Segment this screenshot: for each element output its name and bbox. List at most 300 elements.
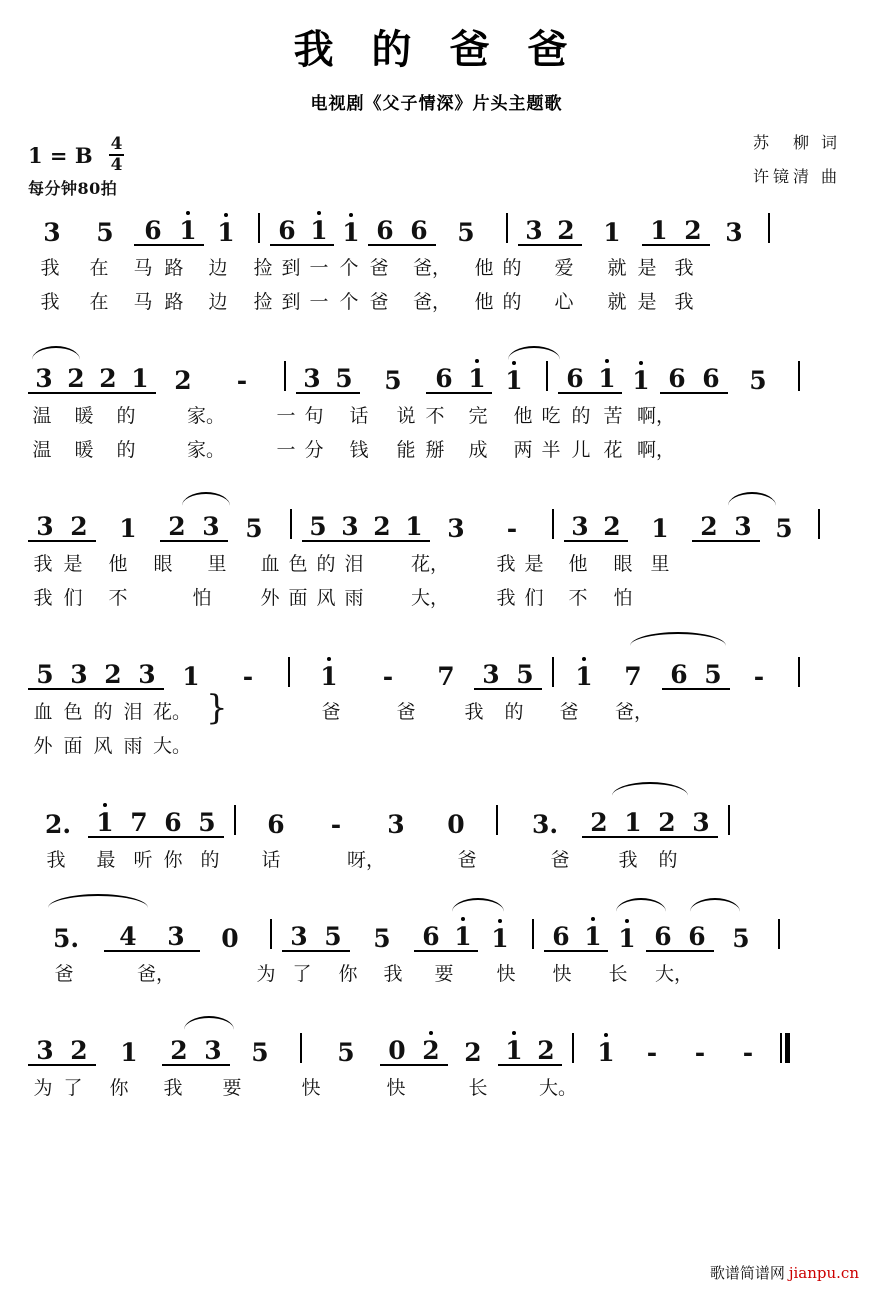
note: 1 — [564, 664, 604, 690]
lyric-syllable: 的 — [116, 404, 136, 427]
note: 3 — [387, 809, 405, 839]
note: 1 — [592, 366, 622, 394]
note: 3 — [684, 810, 718, 838]
lyric-syllable: 了 — [292, 962, 312, 985]
note-row — [28, 646, 845, 690]
note: 1 — [462, 366, 492, 394]
music-system-5 — [28, 788, 845, 872]
note: 6 — [646, 924, 680, 952]
lyric-syllable: 爸， — [412, 256, 451, 279]
note: 1 — [398, 514, 430, 542]
note: 5 — [302, 514, 334, 542]
lyric-syllable: 捡 — [253, 290, 273, 313]
note: 3 — [196, 1038, 230, 1066]
lyric-syllable: 快 — [386, 1076, 406, 1099]
lyric-syllable: 快 — [301, 1076, 321, 1099]
note-row — [28, 1022, 845, 1066]
lyric-syllable: 花。 — [152, 700, 191, 723]
lyric-syllable: 个 — [339, 256, 359, 279]
composer-line — [753, 160, 837, 194]
lyric-syllable: 到 — [281, 290, 301, 313]
time-signature-denominator: 4 — [110, 155, 123, 175]
note: 2 — [160, 514, 194, 542]
note: 5. — [52, 923, 80, 953]
note: 3 — [474, 662, 508, 690]
note: 2 — [92, 366, 124, 394]
note: 5 — [96, 217, 114, 247]
note: - — [694, 1037, 706, 1067]
lyric-syllable: 爸 — [396, 700, 416, 723]
barline — [572, 1033, 574, 1063]
note: 3 — [28, 1038, 62, 1066]
note: 5 — [384, 365, 402, 395]
note: 6 — [662, 662, 696, 690]
lyric-syllable: 啊， — [636, 404, 675, 427]
note: 1 — [608, 926, 646, 952]
lyrics-line-1 — [28, 844, 845, 872]
lyric-syllable: 他 — [474, 290, 494, 313]
lyric-syllable: 的 — [116, 438, 136, 461]
note: 1 — [584, 1040, 628, 1066]
lyric-syllable: 泪 — [344, 552, 364, 575]
lyric-syllable: 说 — [396, 404, 416, 427]
note: 2 — [62, 514, 96, 542]
lyric-syllable: 为 — [256, 962, 276, 985]
lyric-syllable: 的 — [571, 404, 591, 427]
note: 2 — [530, 1038, 562, 1066]
note: 5 — [316, 924, 350, 952]
note: 1 — [204, 220, 248, 246]
note: 3 — [564, 514, 596, 542]
lyric-syllable: 花 — [603, 438, 623, 461]
tempo-marking: 每分钟80拍 — [28, 179, 118, 198]
slur — [32, 346, 80, 360]
lyric-syllable: 长 — [468, 1076, 488, 1099]
lyric-syllable: 面 — [288, 586, 308, 609]
lyric-syllable: 你 — [109, 1076, 129, 1099]
lyric-syllable: 爸 — [54, 962, 74, 985]
lyric-syllable: 他 — [568, 552, 588, 575]
lyric-syllable: 是 — [63, 552, 83, 575]
page-subtitle: 电视剧《父子情深》片头主题歌 — [310, 94, 563, 114]
lyric-syllable: 里 — [207, 552, 227, 575]
lyric-syllable: 你 — [338, 962, 358, 985]
lyric-syllable: 是 — [524, 552, 544, 575]
lyric-syllable: 的 — [658, 848, 678, 871]
lyric-syllable: 爸， — [136, 962, 175, 985]
note: 3 — [447, 513, 465, 543]
lyric-syllable: 成 — [468, 438, 488, 461]
composer-name: 许镜清 — [752, 166, 813, 186]
barline — [300, 1033, 302, 1063]
note: 1 — [182, 661, 200, 691]
lyric-syllable: 爸 — [369, 290, 389, 313]
lyric-syllable: 我 — [33, 586, 53, 609]
final-barline — [780, 1033, 790, 1066]
site-url: jianpu.cn — [788, 1264, 859, 1282]
note: - — [242, 661, 254, 691]
lyric-syllable: 外 — [260, 586, 280, 609]
lyric-syllable: 雨 — [344, 586, 364, 609]
lyric-syllable: 面 — [63, 734, 83, 757]
lyric-syllable: 快 — [496, 962, 516, 985]
note-row — [28, 794, 845, 838]
note: 6 — [267, 809, 285, 839]
barline — [496, 805, 498, 835]
barline — [532, 919, 534, 949]
note: 2 — [366, 514, 398, 542]
lyric-syllable: 最 — [96, 848, 116, 871]
lyric-syllable: 捡 — [253, 256, 273, 279]
watermark-footer — [710, 1262, 859, 1283]
lyric-syllable: 我 — [618, 848, 638, 871]
site-name-cn: 歌谱简谱网 — [709, 1264, 785, 1282]
lyric-syllable: 长 — [608, 962, 628, 985]
barline — [818, 509, 820, 539]
note: 5 — [337, 1037, 355, 1067]
lyric-syllable: 为 — [33, 1076, 53, 1099]
note: 2 — [582, 810, 616, 838]
lyric-syllable: 爸 — [550, 848, 570, 871]
lyric-syllable: 个 — [339, 290, 359, 313]
note: 6 — [680, 924, 714, 952]
lyric-syllable: 一 — [276, 404, 296, 427]
note: 2 — [692, 514, 726, 542]
lyric-syllable: 快 — [552, 962, 572, 985]
note: 3 — [152, 924, 200, 952]
note-row — [28, 498, 845, 542]
lyric-syllable: 儿 — [571, 438, 591, 461]
lyric-syllable: 一 — [309, 256, 329, 279]
note: 2 — [162, 1038, 196, 1066]
note: 3 — [296, 366, 328, 394]
lyric-syllable: 爱 — [554, 256, 574, 279]
lyric-syllable: 暖 — [74, 438, 94, 461]
lyric-syllable: 他 — [108, 552, 128, 575]
note: - — [236, 365, 248, 395]
barline — [506, 213, 508, 243]
note: 1 — [498, 1038, 530, 1066]
lyrics-line-1 — [28, 958, 845, 986]
lyric-syllable: 的 — [93, 700, 113, 723]
lyric-syllable: 苦 — [603, 404, 623, 427]
note: 3 — [334, 514, 366, 542]
lyric-syllable: 在 — [89, 256, 109, 279]
note: 4 — [104, 924, 152, 952]
note: 1 — [622, 368, 660, 394]
lyric-syllable: 我 — [383, 962, 403, 985]
note: 5 — [775, 513, 793, 543]
note: 1 — [616, 810, 650, 838]
note: 2 — [676, 218, 710, 246]
lyric-syllable: 就 — [607, 256, 627, 279]
lyric-syllable: 爸 — [457, 848, 477, 871]
lyric-syllable: 色 — [63, 700, 83, 723]
note: 1 — [478, 926, 522, 952]
music-system-7 — [28, 1016, 845, 1100]
lyric-syllable: 他 — [513, 404, 533, 427]
barline — [288, 657, 290, 687]
lyric-syllable: 眼 — [153, 552, 173, 575]
lyric-syllable: 外 — [33, 734, 53, 757]
note: 1 — [172, 218, 204, 246]
note: - — [646, 1037, 658, 1067]
note: 1 — [642, 218, 676, 246]
lyric-syllable: 钱 — [349, 438, 369, 461]
note: 2 — [464, 1037, 482, 1067]
note: 0 — [221, 923, 239, 953]
lyric-syllable: 的 — [504, 700, 524, 723]
barline — [290, 509, 292, 539]
note: 3 — [130, 662, 164, 690]
lyric-syllable: 色 — [288, 552, 308, 575]
slur — [508, 346, 560, 360]
lyric-syllable: 在 — [89, 290, 109, 313]
lyric-syllable: 爸 — [321, 700, 341, 723]
barline — [798, 361, 800, 391]
note: 6 — [414, 924, 448, 952]
credits — [753, 126, 837, 193]
music-system-2 — [28, 344, 845, 462]
lyric-syllable: 怕 — [613, 586, 633, 609]
note: 5 — [732, 923, 750, 953]
note: 1 — [334, 220, 368, 246]
barline — [552, 657, 554, 687]
lyric-syllable: 我 — [46, 848, 66, 871]
note: 2. — [44, 809, 72, 839]
note: 5 — [28, 662, 62, 690]
barline — [768, 213, 770, 243]
time-signature — [109, 136, 125, 174]
lyric-syllable: 一 — [309, 290, 329, 313]
lyric-syllable: 马 — [133, 290, 153, 313]
note: 7 — [624, 661, 642, 691]
note: 3. — [531, 809, 559, 839]
lyric-syllable: 雨 — [123, 734, 143, 757]
lyric-syllable: 就 — [607, 290, 627, 313]
note: 1 — [651, 513, 669, 543]
music-system-3 — [28, 492, 845, 610]
lyric-syllable: 边 — [208, 256, 228, 279]
page-title: 我 的 爸 爸 — [293, 26, 580, 73]
music-system-4 — [28, 640, 845, 758]
lyric-syllable: 我 — [674, 290, 694, 313]
note: - — [382, 661, 394, 691]
music-system-6 — [28, 902, 845, 986]
note: 6 — [544, 924, 578, 952]
lyric-syllable: 的 — [502, 256, 522, 279]
lyric-syllable: 话 — [261, 848, 281, 871]
lyric-syllable: 泪 — [123, 700, 143, 723]
note: 6 — [270, 218, 304, 246]
lyric-syllable: 边 — [208, 290, 228, 313]
music-system-1 — [28, 196, 845, 314]
lyric-syllable: 不 — [108, 586, 128, 609]
note-row — [28, 202, 845, 246]
lyric-syllable: 能 — [396, 438, 416, 461]
lyric-syllable: 我 — [674, 256, 694, 279]
note: 5 — [749, 365, 767, 395]
lyric-syllable: 啊， — [636, 438, 675, 461]
note: 2 — [550, 218, 582, 246]
lyric-syllable: 要 — [434, 962, 454, 985]
note-row — [28, 350, 845, 394]
lyric-syllable: 大， — [654, 962, 693, 985]
note: 1 — [88, 810, 122, 838]
lyric-syllable: 大， — [410, 586, 449, 609]
note: 3 — [43, 217, 61, 247]
note: 3 — [725, 217, 743, 247]
note: 3 — [28, 366, 60, 394]
note: 1 — [120, 1037, 138, 1067]
note: 6 — [368, 218, 402, 246]
note-row — [28, 908, 845, 952]
note: - — [742, 1037, 754, 1067]
lyric-syllable: 风 — [316, 586, 336, 609]
lyric-syllable: 们 — [63, 586, 83, 609]
note: 5 — [373, 923, 391, 953]
barline — [552, 509, 554, 539]
slur — [184, 1016, 234, 1030]
note: 1 — [304, 218, 334, 246]
lyric-syllable: 心 — [554, 290, 574, 313]
lyric-syllable: 我 — [163, 1076, 183, 1099]
note: 6 — [694, 366, 728, 394]
barline — [728, 805, 730, 835]
lyric-syllable: 的 — [316, 552, 336, 575]
lyrics-line-1 — [28, 548, 845, 576]
lyric-syllable: 们 — [524, 586, 544, 609]
lyrics-line-2 — [28, 434, 845, 462]
barline — [270, 919, 272, 949]
lyric-syllable: 句 — [304, 404, 324, 427]
lyric-syllable: 不 — [425, 404, 445, 427]
lyricist-role: 词 — [820, 133, 837, 152]
note: 3 — [28, 514, 62, 542]
lyric-syllable: 暖 — [74, 404, 94, 427]
note: 5 — [190, 810, 224, 838]
lyric-syllable: 家。 — [186, 404, 225, 427]
lyric-syllable: 家。 — [186, 438, 225, 461]
note: 5 — [696, 662, 730, 690]
lyrics-line-2 — [28, 582, 845, 610]
barline — [798, 657, 800, 687]
note: 2 — [62, 1038, 96, 1066]
note: 2 — [174, 365, 192, 395]
lyric-syllable: 半 — [541, 438, 561, 461]
lyric-syllable: 怕 — [192, 586, 212, 609]
lyric-syllable: 的 — [502, 290, 522, 313]
repeat-brace: } — [206, 688, 228, 728]
note: 7 — [437, 661, 455, 691]
note: 7 — [122, 810, 156, 838]
key-label: 1 = B — [28, 142, 93, 168]
lyric-syllable: 不 — [568, 586, 588, 609]
note: 1 — [603, 217, 621, 247]
note: - — [330, 809, 342, 839]
note: 3 — [62, 662, 96, 690]
lyrics-line-1 — [28, 252, 845, 280]
barline — [234, 805, 236, 835]
lyric-syllable: 里 — [650, 552, 670, 575]
barline — [258, 213, 260, 243]
barline — [546, 361, 548, 391]
note: 2 — [96, 662, 130, 690]
lyric-syllable: 血 — [33, 700, 53, 723]
lyric-syllable: 爸， — [614, 700, 653, 723]
note: 6 — [134, 218, 172, 246]
lyric-syllable: 眼 — [613, 552, 633, 575]
lyric-syllable: 爸， — [412, 290, 451, 313]
note: 2 — [414, 1038, 448, 1066]
note: 5 — [508, 662, 542, 690]
lyric-syllable: 两 — [513, 438, 533, 461]
lyrics-line-2 — [28, 730, 845, 758]
lyric-syllable: 我 — [40, 290, 60, 313]
lyric-syllable: 马 — [133, 256, 153, 279]
note: 5 — [245, 513, 263, 543]
lyric-syllable: 听 — [133, 848, 153, 871]
note: 3 — [518, 218, 550, 246]
barline — [284, 361, 286, 391]
note: 2 — [60, 366, 92, 394]
lyric-syllable: 完 — [468, 404, 488, 427]
slur — [182, 492, 230, 506]
note: - — [506, 513, 518, 543]
note: 1 — [300, 664, 358, 690]
lyric-syllable: 呀， — [346, 848, 385, 871]
lyric-syllable: 一 — [276, 438, 296, 461]
lyric-syllable: 我 — [464, 700, 484, 723]
lyrics-line-2 — [28, 286, 845, 314]
note: 1 — [448, 924, 478, 952]
note: 5 — [457, 217, 475, 247]
note: 6 — [660, 366, 694, 394]
note: 6 — [426, 366, 462, 394]
lyric-syllable: 路 — [164, 290, 184, 313]
lyric-syllable: 风 — [93, 734, 113, 757]
lyric-syllable: 爸 — [369, 256, 389, 279]
lyric-syllable: 了 — [63, 1076, 83, 1099]
lyric-syllable: 大。 — [538, 1076, 577, 1099]
key-signature — [28, 136, 124, 174]
lyric-syllable: 分 — [304, 438, 324, 461]
lyric-syllable: 我 — [33, 552, 53, 575]
lyric-syllable: 要 — [222, 1076, 242, 1099]
note: 3 — [726, 514, 760, 542]
lyrics-line-1 — [28, 688, 845, 728]
lyric-syllable: 温 — [32, 404, 52, 427]
note: 1 — [578, 924, 608, 952]
lyric-syllable: 我 — [496, 586, 516, 609]
lyric-syllable: 爸 — [559, 700, 579, 723]
barline — [778, 919, 780, 949]
meta-row — [0, 118, 873, 196]
note: 3 — [194, 514, 228, 542]
lyric-syllable: 花， — [410, 552, 449, 575]
note: 1 — [124, 366, 156, 394]
note: 6 — [402, 218, 436, 246]
lyricist-name: 苏 柳 — [752, 133, 813, 152]
lyric-syllable: 到 — [281, 256, 301, 279]
lyric-syllable: 他 — [474, 256, 494, 279]
lyric-syllable: 的 — [200, 848, 220, 871]
lyric-syllable: 你 — [163, 848, 183, 871]
lyric-syllable: 掰 — [425, 438, 445, 461]
composer-role: 曲 — [820, 166, 837, 186]
note: 0 — [380, 1038, 414, 1066]
lyric-syllable: 我 — [496, 552, 516, 575]
